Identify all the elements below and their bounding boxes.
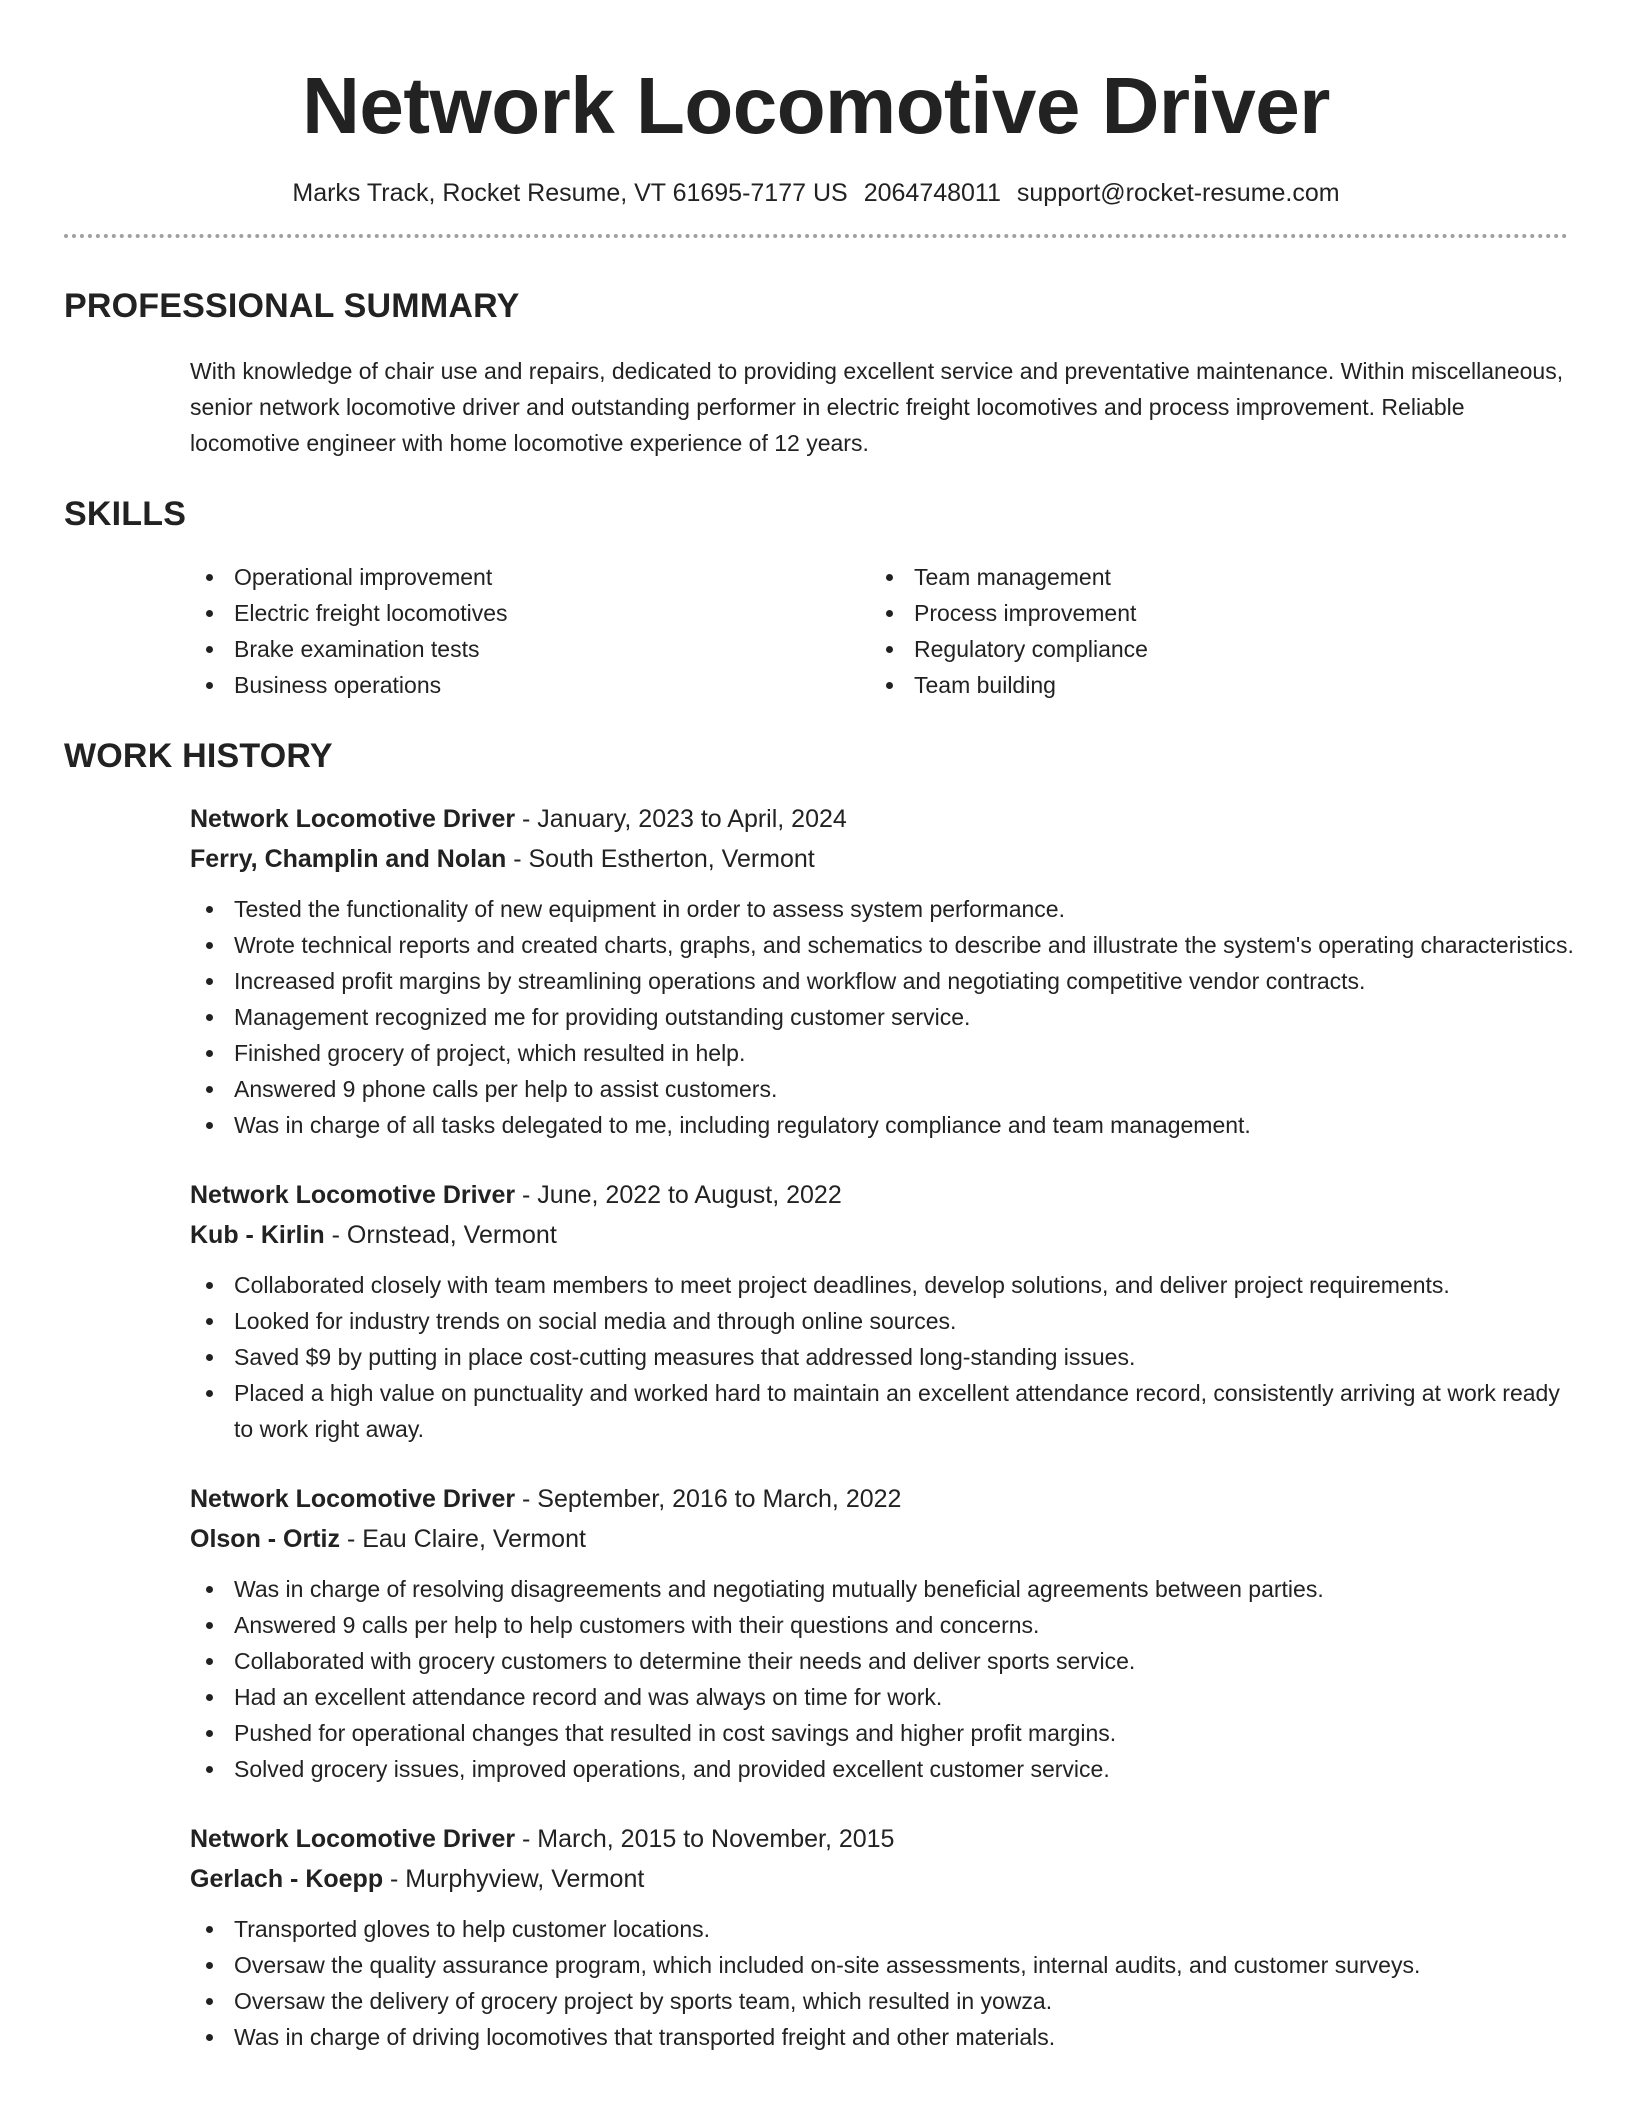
skill-item: Team building	[870, 667, 1550, 703]
skills-heading: SKILLS	[64, 495, 187, 533]
job-title-line	[190, 1175, 1580, 1215]
summary-text: With knowledge of chair use and repairs, dedicated to providing excellent service and preventative maintenance. Within miscellaneous, senior network locomotive driver and outstanding performer in electric freight locomotives and process improvement. Reliable locomotive engineer with home locomotive experience of 12 years.	[190, 358, 1564, 456]
job-entry	[190, 1479, 1580, 1787]
job-location: - Eau Claire, Vermont	[340, 1525, 586, 1553]
job-bullet: Had an excellent attendance record and was always on time for work.	[190, 1679, 1580, 1715]
job-bullet: Placed a high value on punctuality and worked hard to maintain an excellent attendance record, consistently arriving at work ready to work right away.	[190, 1375, 1580, 1447]
job-entry	[190, 799, 1580, 1143]
job-bullet: Collaborated with grocery customers to determine their needs and deliver sports service.	[190, 1643, 1580, 1679]
job-title: Network Locomotive Driver	[190, 1825, 516, 1853]
job-bullet: Was in charge of resolving disagreements and negotiating mutually beneficial agreements between parties.	[190, 1571, 1580, 1607]
job-title-line	[190, 799, 1580, 839]
job-bullet: Oversaw the quality assurance program, which included on-site assessments, internal audits, and customer surveys.	[190, 1947, 1580, 1983]
job-bullet: Wrote technical reports and created charts, graphs, and schematics to describe and illustrate the system's operating characteristics.	[190, 927, 1580, 963]
job-bullet: Management recognized me for providing outstanding customer service.	[190, 999, 1580, 1035]
job-bullet: Was in charge of driving locomotives that transported freight and other materials.	[190, 2019, 1580, 2055]
skill-item: Process improvement	[870, 595, 1550, 631]
contact-line	[64, 179, 1568, 208]
skill-item: Regulatory compliance	[870, 631, 1550, 667]
job-title-line	[190, 1479, 1580, 1519]
job-entry	[190, 1175, 1580, 1447]
job-bullet: Collaborated closely with team members to meet project deadlines, develop solutions, and deliver project requirements.	[190, 1267, 1580, 1303]
job-dates: - June, 2022 to August, 2022	[515, 1181, 842, 1209]
job-dates: - September, 2016 to March, 2022	[515, 1485, 902, 1513]
skills-list	[190, 559, 1580, 703]
contact-phone: 2064748011	[863, 179, 1001, 207]
job-bullet: Oversaw the delivery of grocery project by sports team, which resulted in yowza.	[190, 1983, 1580, 2019]
job-bullet: Answered 9 calls per help to help customers with their questions and concerns.	[190, 1607, 1580, 1643]
summary-heading: PROFESSIONAL SUMMARY	[64, 287, 520, 325]
job-company-line	[190, 1215, 1580, 1255]
job-bullet: Pushed for operational changes that resulted in cost savings and higher profit margins.	[190, 1715, 1580, 1751]
header-divider	[64, 234, 1568, 238]
skill-item: Electric freight locomotives	[190, 595, 870, 631]
job-bullets	[190, 1267, 1580, 1447]
job-bullet: Tested the functionality of new equipment in order to assess system performance.	[190, 891, 1580, 927]
job-location: - South Estherton, Vermont	[506, 845, 815, 873]
job-company-line	[190, 1859, 1580, 1899]
job-title: Network Locomotive Driver	[190, 1181, 516, 1209]
job-entry	[190, 1819, 1580, 2055]
job-bullets	[190, 891, 1580, 1143]
job-bullets	[190, 1911, 1580, 2055]
job-bullet: Increased profit margins by streamlining operations and workflow and negotiating competitive vendor contracts.	[190, 963, 1580, 999]
job-bullet: Looked for industry trends on social media and through online sources.	[190, 1303, 1580, 1339]
job-company: Ferry, Champlin and Nolan	[190, 845, 507, 873]
work-history-heading: WORK HISTORY	[64, 737, 333, 775]
skill-item: Brake examination tests	[190, 631, 870, 667]
contact-email: support@rocket-resume.com	[1016, 179, 1340, 207]
job-title-line	[190, 1819, 1580, 1859]
skill-item: Operational improvement	[190, 559, 870, 595]
skill-item: Team management	[870, 559, 1550, 595]
skills-column-right	[870, 559, 1550, 703]
job-bullet: Solved grocery issues, improved operations, and provided excellent customer service.	[190, 1751, 1580, 1787]
job-bullet: Was in charge of all tasks delegated to me, including regulatory compliance and team management.	[190, 1107, 1580, 1143]
job-bullet: Finished grocery of project, which resulted in help.	[190, 1035, 1580, 1071]
skill-item: Business operations	[190, 667, 870, 703]
job-company: Olson - Ortiz	[190, 1525, 340, 1553]
job-bullet: Saved $9 by putting in place cost-cutting measures that addressed long-standing issues.	[190, 1339, 1580, 1375]
resume-name: Network Locomotive Driver	[302, 61, 1330, 150]
job-title: Network Locomotive Driver	[190, 805, 516, 833]
job-company-line	[190, 1519, 1580, 1559]
job-company-line	[190, 839, 1580, 879]
skills-column-left	[190, 559, 870, 703]
job-location: - Ornstead, Vermont	[324, 1221, 557, 1249]
job-location: - Murphyview, Vermont	[383, 1865, 645, 1893]
contact-address: Marks Track, Rocket Resume, VT 61695-7177 US	[292, 179, 848, 207]
job-bullets	[190, 1571, 1580, 1787]
job-bullet: Answered 9 phone calls per help to assist customers.	[190, 1071, 1580, 1107]
job-bullet: Transported gloves to help customer locations.	[190, 1911, 1580, 1947]
job-title: Network Locomotive Driver	[190, 1485, 516, 1513]
job-company: Gerlach - Koepp	[190, 1865, 384, 1893]
job-company: Kub - Kirlin	[190, 1221, 325, 1249]
job-dates: - January, 2023 to April, 2024	[515, 805, 847, 833]
job-dates: - March, 2015 to November, 2015	[515, 1825, 895, 1853]
